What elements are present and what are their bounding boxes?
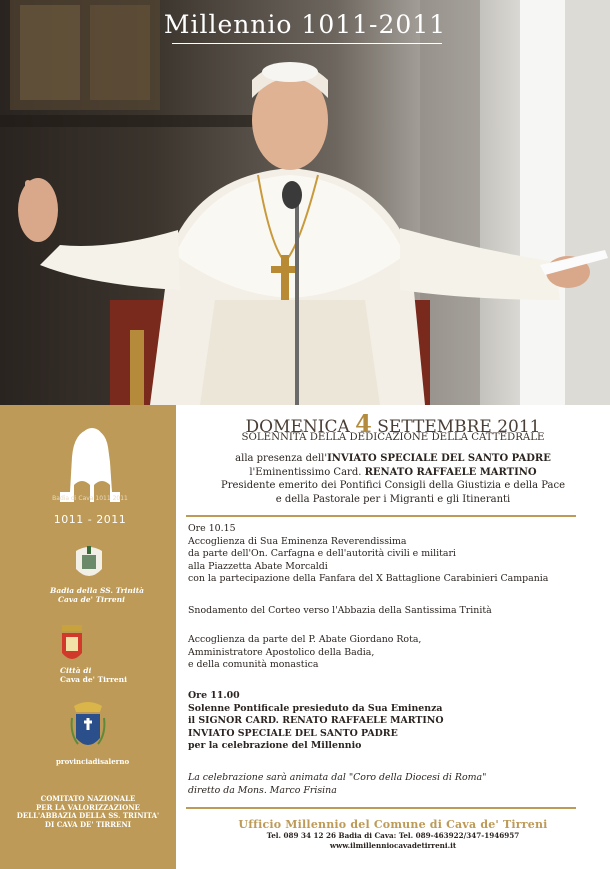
monk-silhouette-icon bbox=[50, 417, 130, 507]
page-title: Millennio 1011-2011 bbox=[163, 10, 447, 39]
office-website: www.ilmillenniocavadetirreni.it bbox=[329, 841, 457, 850]
programme-block-4: Ore 11.00 Solenne Pontificale presieduto da Sua Eminenza il SIGNOR CARD. RENATO RAFFAELE MARTINO INVIATO SPECIALE DEL SANTO PADRE per la celebrazione del Millennio bbox=[188, 690, 608, 753]
time-1100: Ore 11.00 bbox=[188, 690, 240, 701]
programme-block-3: Accoglienza da parte del P. Abate Giordano Rota, Amministratore Apostolico della Badia, e della comunità monastica bbox=[188, 634, 422, 671]
divider-bottom bbox=[186, 807, 576, 809]
citta-emblem bbox=[60, 625, 84, 669]
time-1015: Ore 10.15 bbox=[188, 523, 236, 534]
badia-emblem bbox=[72, 543, 106, 587]
city-shield-icon bbox=[60, 625, 84, 665]
badia-caption: Badia della SS. Trinità Cava de' Tirreni bbox=[50, 586, 145, 604]
sidebar bbox=[0, 405, 176, 869]
date-number: 4 bbox=[355, 409, 372, 438]
provincia-emblem bbox=[70, 698, 106, 758]
provincia-crest-icon bbox=[70, 698, 106, 754]
comitato-nazionale: COMITATO NAZIONALE PER LA VALORIZZAZIONE DELL'ABBAZIA DELLA SS. TRINITA' DI CAVA DE' TIRRENI bbox=[16, 794, 160, 829]
badia-crest-icon bbox=[72, 543, 106, 583]
date-day: DOMENICA bbox=[245, 417, 350, 437]
pope-photo bbox=[0, 0, 610, 405]
event-subtitle: SOLENNITÀ DELLA DEDICAZIONE DELLA CATTEDRALE bbox=[241, 432, 545, 443]
divider-top bbox=[186, 515, 576, 517]
choir-note: La celebrazione sarà animata dal "Coro della Diocesi di Roma" diretto da Mons. Marco Frisina bbox=[188, 772, 487, 796]
provincia-caption: provinciadisalerno bbox=[56, 757, 130, 766]
title-underline bbox=[172, 43, 442, 44]
programme-block-1: Ore 10.15 Accoglienza di Sua Eminenza Reverendissima da parte dell'On. Carfagna e dell'autorità civili e militari alla Piazzetta Abate Morcaldi con la partecipazione della Fanfara del X Battaglione Carabinieri Campania bbox=[188, 523, 608, 586]
office-phones: Tel. 089 34 12 26 Badia di Cava: Tel. 089-463922/347-1946957 bbox=[266, 831, 520, 840]
logo-year: 1011 - 2011 bbox=[53, 513, 127, 526]
citta-caption: Città di Cava de' Tirreni bbox=[60, 666, 127, 684]
event-details bbox=[176, 405, 610, 869]
logo-caption: Badia di Cava 1011 2011 bbox=[52, 495, 128, 502]
date-month-year: SETTEMBRE 2011 bbox=[377, 417, 541, 437]
office-name: Ufficio Millennio del Comune di Cava de' Tirreni bbox=[238, 818, 548, 831]
event-intro: alla presenza dell'INVIATO SPECIALE DEL SANTO PADRE l'Eminentissimo Card. RENATO RAFFAELE MARTINO Presidente emerito dei Pontifici Consigli della Giustizia e della Pace e della Pastorale per i Migranti e gli Itineranti bbox=[220, 453, 566, 505]
office-footer bbox=[176, 818, 610, 851]
programme-block-2: Snodamento del Corteo verso l'Abbazia della Santissima Trinità bbox=[188, 605, 492, 616]
pope-photo-illustration bbox=[0, 0, 610, 405]
